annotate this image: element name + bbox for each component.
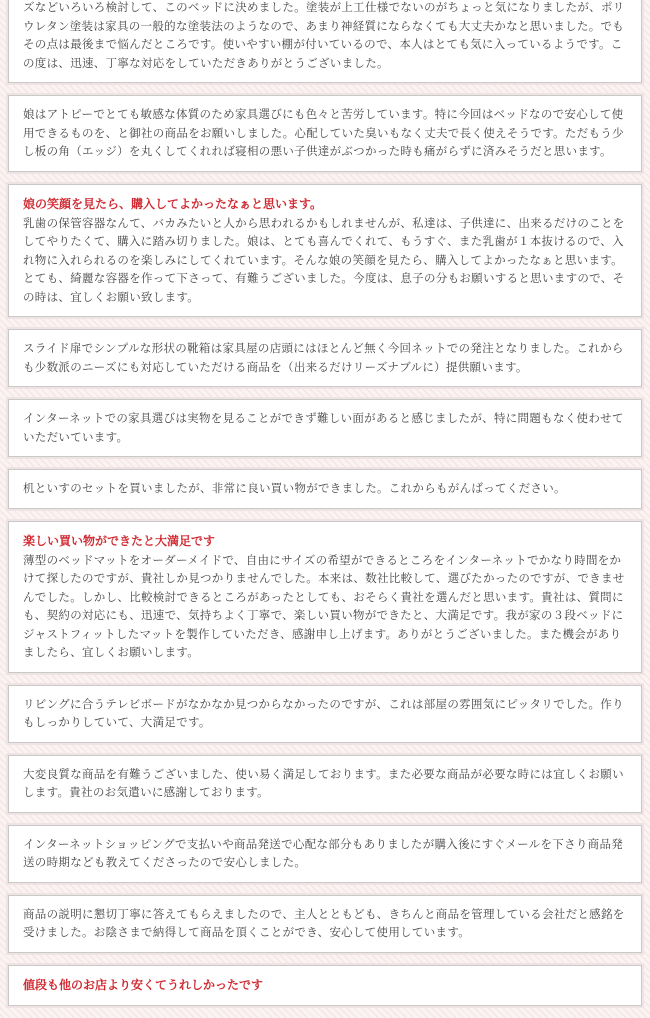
review-text: 大変良質な商品を有難うございました、使い易く満足しております。また必要な商品が必要な時には宜しくお願いします。貴社のお気遣いに感謝しております。 bbox=[23, 766, 624, 799]
review-title: 値段も他のお店より安くてうれしかったです bbox=[23, 977, 264, 992]
review-text: 薄型のベッドマットをオーダーメイドで、自由にサイズの希望ができるところをインターネットでかなり時間をかけて探したのですが、貴社しか見つかりませんでした。本来は、数社比較して、選びたかったのですが、できませんでした。しかし、比較検討できるところがあったとしても、おそらく貴社を選んだと思います。貴社は、質問にも、契約の対応にも、迅速で、気持ちよく丁寧で、楽しい買い物ができたと、大満足です。我が家の３段ベッドにジャストフィットしたマットを製作していただき、感謝申し上げます。ありがとうございました。また機会がありましたら、宜しくお願いします。 bbox=[23, 552, 625, 659]
review-card bbox=[8, 469, 642, 509]
review-text: 机といすのセットを買いましたが、非常に良い買い物ができました。これからもがんばってください。 bbox=[23, 481, 566, 495]
review-title: 娘の笑顔を見たら、購入してよかったなぁと思います。 bbox=[23, 196, 323, 211]
review-title: 楽しい買い物ができたと大満足です bbox=[23, 533, 216, 548]
review-text: スライド扉でシンプルな形状の靴箱は家具屋の店頭にはほとんど無く今回ネットでの発注となりました。これからも少数派のニーズにも対応していただける商品を（出来るだけリーズナブルに）提供願います。 bbox=[23, 341, 624, 374]
review-card bbox=[8, 399, 642, 457]
review-text: 娘はアトピーでとても敏感な体質のため家具選びにも色々と苦労しています。特に今回はベッドなので安心して使用できるものを、と御社の商品をお願いしました。心配していた臭いもなく丈夫で長く使えそうです。ただもう少し板の角（エッジ）を丸くしてくれれば寝相の悪い子供達がぶつかった時も痛がらずに済みそうだと思います。 bbox=[23, 107, 624, 158]
review-text: インターネットショッピングで支払いや商品発送で心配な部分もありましたが購入後にすぐメールを下さり商品発送の時期なども教えてくださったので安心しました。 bbox=[23, 836, 624, 869]
review-card bbox=[8, 825, 642, 883]
review-card bbox=[8, 329, 642, 387]
review-card bbox=[8, 184, 642, 318]
review-text: インターネットでの家具選びは実物を見ることができず難しい面があると感じましたが、特に問題もなく使わせていただいています。 bbox=[23, 411, 624, 444]
review-card bbox=[8, 0, 642, 83]
review-text: リビングに合うテレビボードがなかなか見つからなかったのですが、これは部屋の雰囲気にピッタリでした。作りもしっかりしていて、大満足です。 bbox=[23, 696, 624, 729]
review-card bbox=[8, 895, 642, 953]
review-card bbox=[8, 685, 642, 743]
review-text: ズなどいろいろ検討して、このベッドに決めました。塗装が上工仕様でないのがちょっと気になりましたが、ポリウレタン塗装は家具の一般的な塗装法のようなので、あまり神経質にならなくても大丈夫かなと思いました。でもその点は最後まで悩んだところです。使いやすい棚が付いているので、本人はとても気に入っているようです。この度は、迅速、丁寧な対応をしていただきありがとうございました。 bbox=[23, 0, 625, 70]
review-card bbox=[8, 95, 642, 172]
review-text: 商品の説明に懇切丁寧に答えてもらえましたので、主人とともども、きちんと商品を管理している会社だと感銘を受けました。お陰さまで納得して商品を頂くことができ、安心して使用しています。 bbox=[23, 906, 625, 939]
review-card bbox=[8, 521, 642, 673]
review-text: 乳歯の保管容器なんて、バカみたいと人から思われるかもしれませんが、私達は、子供達に、出来るだけのことをしてやりたくて、購入に踏み切りました。娘は、とても喜んでくれて、もうすぐ、また乳歯が１本抜けるので、入れ物に入れられるのを楽しみにしてくれています。そんな娘の笑顔を見たら、購入してよかったなぁと思います。とても、綺麗な容器を作って下さって、有難うございました。今度は、息子の分もお願いすると思いますので、その時は、宜しくお願い致します。 bbox=[23, 215, 625, 304]
review-card bbox=[8, 755, 642, 813]
review-card bbox=[8, 965, 642, 1006]
